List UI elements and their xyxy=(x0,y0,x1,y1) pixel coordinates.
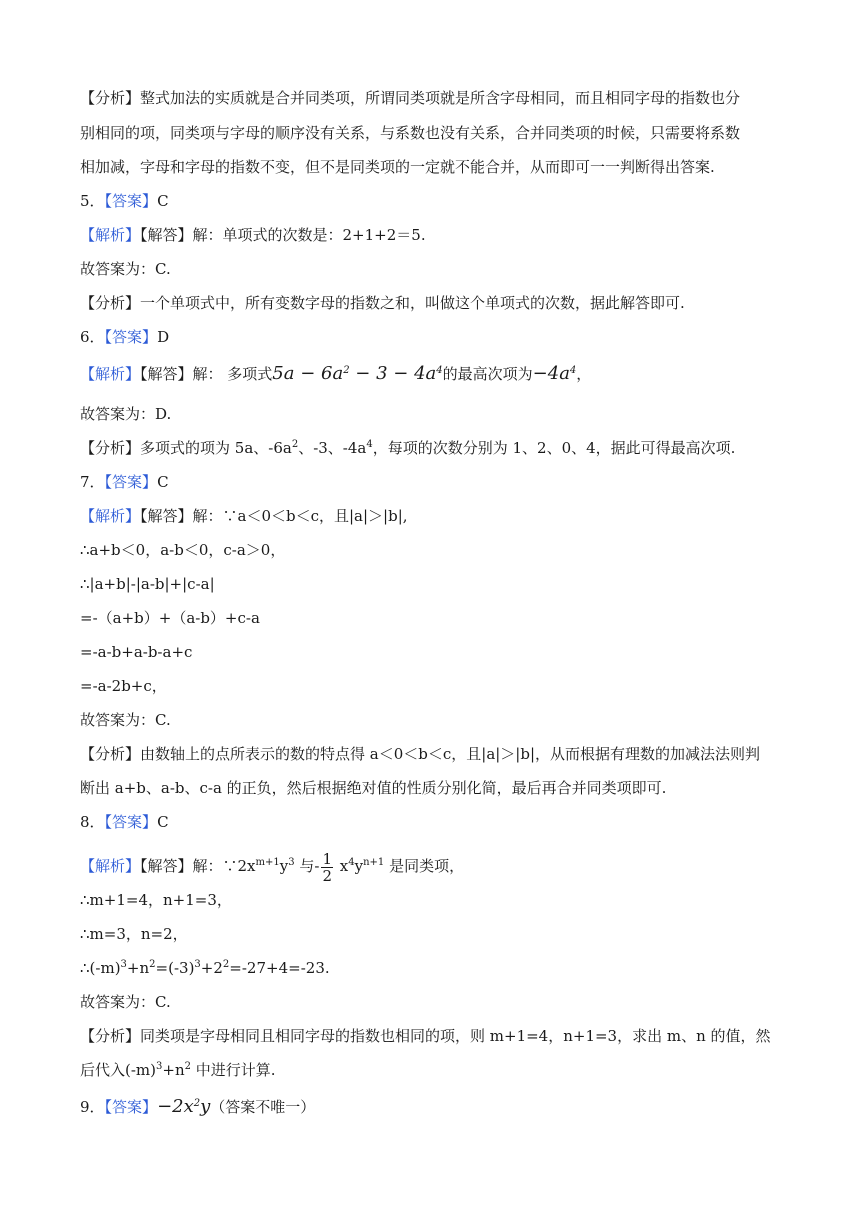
analysis-q4-line-1: 【分析】整式加法的实质就是合并同类项，所谓同类项就是所含字母相同，而且相同字母的指数也分 xyxy=(80,89,741,107)
q8-step-3: $\therefore(-m)^3+n^2=(-3)^3+2^2=-27+4=-23$. xyxy=(80,959,330,977)
q5-answer-line xyxy=(80,191,169,211)
q7-conclusion: 故答案为：C. xyxy=(80,711,171,729)
q8-solution-line: 【解析】【解答】解：$\because 2x^{m+1}y^3$ 与- $\frac{1}{2}$ $x^4y^{n+1}$ 是同类项， xyxy=(80,849,465,885)
q6-number: 6． xyxy=(80,328,105,346)
q6-answer-line xyxy=(80,327,169,347)
q7-solution-text: 【解答】解：∵a＜0＜b＜c，且|a|＞|b|, xyxy=(140,507,408,525)
q7-solution-line xyxy=(80,506,408,526)
q7-step-1: ∴a+b＜0，a-b＜0，c-a＞0， xyxy=(80,541,286,559)
q9-answer-tag: 【答案】 xyxy=(104,1098,158,1116)
analysis-q4-line-3: 相加减，字母和字母的指数不变，但不是同类项的一定就不能合并，从而即可一一判断得出答案. xyxy=(80,158,715,176)
q8-analysis-line-2: 后代入$(-m)^3+n^2$ 中进行计算. xyxy=(80,1061,276,1079)
q5-solution-text: 【解答】解：单项式的次数是：2+1+2＝5. xyxy=(140,226,426,244)
q7-analysis-line-1: 【分析】由数轴上的点所表示的数的特点得 a＜0＜b＜c，且|a|＞|b|，从而根据有理数的加减法法则判 xyxy=(80,745,761,763)
q7-step-2: ∴|a+b|-|a-b|+|c-a| xyxy=(80,575,215,593)
one-half-fraction: $\frac{1}{2}$ xyxy=(322,849,333,885)
q6-solution-mid: 的最高次项为 xyxy=(442,365,533,383)
q9-answer-expression: $-2x^2y$ xyxy=(157,1096,211,1117)
q5-solution-line xyxy=(80,225,426,245)
q6-solution-line: 【解析】【解答】解： 多项式$5a - 6a^2 - 3 - 4a^4$的最高次项为$-4a^4$， xyxy=(80,363,592,384)
q6-highest-term: $-4a^4$ xyxy=(532,363,577,384)
q9-note: （答案不唯一） xyxy=(210,1098,316,1116)
q8-answer-value: C xyxy=(157,813,169,831)
q7-answer-tag: 【答案】 xyxy=(104,473,158,491)
q5-answer-tag: 【答案】 xyxy=(104,192,158,210)
q7-step-3: =-（a+b）+（a-b）+c-a xyxy=(80,609,260,627)
q8-step-1: ∴m+1=4，n+1=3， xyxy=(80,891,232,909)
q8-answer-tag: 【答案】 xyxy=(104,813,158,831)
q6-jiexi-tag: 【解析】 xyxy=(80,365,141,383)
q7-analysis-line-2: 断出 a+b、a-b、c-a 的正负，然后根据绝对值的性质分别化简，最后再合并同类项即可. xyxy=(80,779,667,797)
q5-number: 5． xyxy=(80,192,105,210)
q9-number: 9． xyxy=(80,1098,105,1116)
q8-conclusion: 故答案为：C. xyxy=(80,993,171,1011)
q6-polynomial: $5a - 6a^2 - 3 - 4a^4$ xyxy=(272,363,443,384)
q7-step-5: =-a-2b+c， xyxy=(80,677,167,695)
q6-solution-text: 【解答】解： 多项式 xyxy=(140,365,273,383)
q5-answer-value: C xyxy=(157,192,169,210)
q7-jiexi-tag: 【解析】 xyxy=(80,507,141,525)
q8-step-2: ∴m=3，n=2， xyxy=(80,925,188,943)
q8-analysis-line-1: 【分析】同类项是字母相同且相同字母的指数也相同的项，则 m+1=4，n+1=3，求出 m、n 的值，然 xyxy=(80,1027,771,1045)
q6-analysis: 【分析】多项式的项为 5a、$-6a^2$、-3、$-4a^4$，每项的次数分别为 1、2、0、4，据此可得最高次项. xyxy=(80,439,736,457)
q8-number: 8． xyxy=(80,813,105,831)
q6-conclusion: 故答案为：D. xyxy=(80,405,172,423)
q8-jiexi-tag: 【解析】 xyxy=(80,857,141,875)
q5-jiexi-tag: 【解析】 xyxy=(80,226,141,244)
q6-answer-tag: 【答案】 xyxy=(104,328,158,346)
q7-answer-value: C xyxy=(157,473,169,491)
analysis-q4-line-2: 别相同的项，同类项与字母的顺序没有关系，与系数也没有关系，合并同类项的时候，只需要将系数 xyxy=(80,124,741,142)
q8-answer-line xyxy=(80,812,169,832)
q7-number: 7． xyxy=(80,473,105,491)
q7-step-4: =-a-b+a-b-a+c xyxy=(80,643,193,661)
q7-answer-line xyxy=(80,472,169,492)
q9-answer-line xyxy=(80,1097,315,1117)
q5-analysis: 【分析】一个单项式中，所有变数字母的指数之和，叫做这个单项式的次数，据此解答即可. xyxy=(80,294,685,312)
q6-answer-value: D xyxy=(157,328,170,346)
q5-conclusion: 故答案为：C. xyxy=(80,260,171,278)
